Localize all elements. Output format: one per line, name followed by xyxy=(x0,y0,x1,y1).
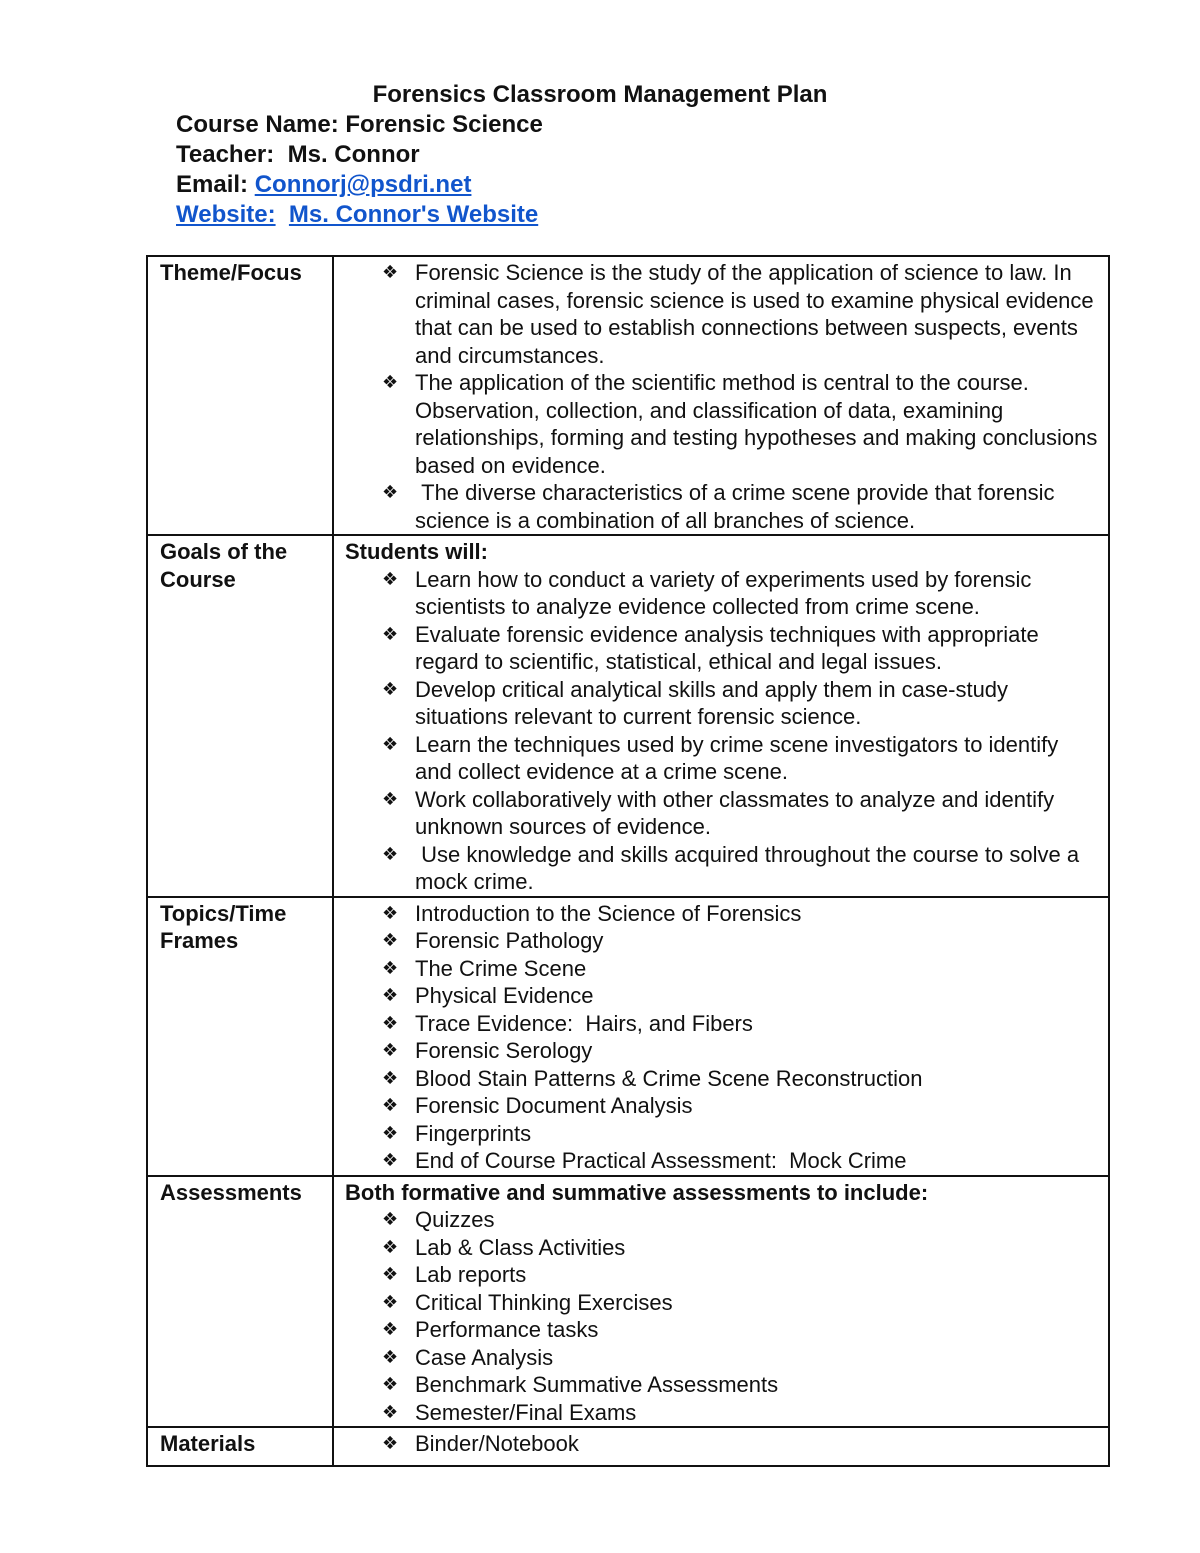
email-label: Email: xyxy=(176,171,249,198)
diamond-bullet-icon: ❖ xyxy=(382,678,399,699)
list-item-text: Semester/Final Exams xyxy=(415,1399,637,1425)
row-label: Theme/Focus xyxy=(147,256,333,535)
list-item-text: Case Analysis xyxy=(415,1344,554,1370)
bullet-list xyxy=(344,1430,1100,1458)
diamond-bullet-icon: ❖ xyxy=(382,902,399,923)
list-item-text: End of Course Practical Assessment: Mock Crime xyxy=(415,1148,907,1173)
list-item-text: The Crime Scene xyxy=(415,955,587,981)
table-row-goals xyxy=(147,535,1109,897)
list-item-text: Performance tasks xyxy=(415,1317,599,1342)
row-label: Materials xyxy=(147,1427,333,1466)
diamond-bullet-icon: ❖ xyxy=(382,1095,399,1115)
diamond-bullet-icon: ❖ xyxy=(382,1264,399,1284)
list-item-text: Learn how to conduct a variety of experiments used by forensic scientists to analyze evidence collected from crime scene. xyxy=(415,566,1032,619)
teacher-value: Ms. Connor xyxy=(287,141,420,168)
list-item-text: Physical Evidence xyxy=(415,983,594,1008)
website-label[interactable]: Website: xyxy=(176,201,276,228)
course-name-label: Course Name: xyxy=(176,111,339,138)
diamond-bullet-icon: ❖ xyxy=(382,1236,399,1257)
list-item-text: Blood Stain Patterns & Crime Scene Reconstruction xyxy=(415,1065,923,1091)
list-item-text: Forensic Serology xyxy=(415,1038,593,1063)
diamond-bullet-icon: ❖ xyxy=(382,568,399,589)
diamond-bullet-icon: ❖ xyxy=(382,788,399,809)
diamond-bullet-icon: ❖ xyxy=(382,372,399,392)
list-item xyxy=(344,900,1100,928)
list-item-text: Use knowledge and skills acquired throughout the course to solve a mock crime. xyxy=(415,841,1086,894)
row-content xyxy=(333,1176,1109,1428)
diamond-bullet-icon: ❖ xyxy=(382,985,399,1005)
bullet-list xyxy=(344,259,1100,534)
diamond-bullet-icon: ❖ xyxy=(382,1150,399,1170)
list-item-text: Trace Evidence: Hairs, and Fibers xyxy=(415,1010,753,1036)
table-row-materials xyxy=(147,1427,1109,1466)
diamond-bullet-icon: ❖ xyxy=(382,262,399,282)
list-item xyxy=(344,676,1100,731)
list-item xyxy=(344,1371,1100,1399)
list-item xyxy=(344,1010,1100,1038)
list-item xyxy=(344,982,1100,1010)
row-content xyxy=(333,1427,1109,1466)
list-item xyxy=(344,1289,1100,1317)
list-item-text: Benchmark Summative Assessments xyxy=(415,1372,779,1397)
diamond-bullet-icon: ❖ xyxy=(382,1319,399,1339)
diamond-bullet-icon: ❖ xyxy=(382,957,399,978)
row-label: Goals of the Course xyxy=(147,535,333,897)
list-item-text: Lab reports xyxy=(415,1262,527,1287)
diamond-bullet-icon: ❖ xyxy=(382,1040,399,1060)
diamond-bullet-icon: ❖ xyxy=(382,733,399,754)
diamond-bullet-icon: ❖ xyxy=(382,843,399,864)
diamond-bullet-icon: ❖ xyxy=(382,1122,399,1143)
diamond-bullet-icon: ❖ xyxy=(382,1374,399,1394)
list-item-text: Lab & Class Activities xyxy=(415,1234,626,1260)
row-intro: Both formative and summative assessments to include: xyxy=(345,1179,929,1205)
table-row-assessments xyxy=(147,1176,1109,1428)
course-name-line xyxy=(176,110,543,140)
list-item xyxy=(344,479,1100,534)
list-item xyxy=(344,1206,1100,1234)
table-row-theme-focus xyxy=(147,256,1109,535)
list-item xyxy=(344,566,1100,621)
list-item xyxy=(344,955,1100,983)
list-item xyxy=(344,786,1100,841)
diamond-bullet-icon: ❖ xyxy=(382,1067,399,1088)
list-item xyxy=(344,1399,1100,1427)
diamond-bullet-icon: ❖ xyxy=(382,1291,399,1312)
course-name-value: Forensic Science xyxy=(345,111,543,138)
teacher-line xyxy=(176,140,543,170)
list-item-text: Introduction to the Science of Forensics xyxy=(415,900,802,926)
list-item-text: Work collaboratively with other classmates to analyze and identify unknown sources of evidence. xyxy=(415,786,1055,839)
diamond-bullet-icon: ❖ xyxy=(382,1401,399,1422)
list-item xyxy=(344,731,1100,786)
list-item-text: Quizzes xyxy=(415,1207,495,1232)
list-item xyxy=(344,841,1100,896)
list-item xyxy=(344,1261,1100,1289)
list-item-text: The application of the scientific method is central to the course. Observation, collection, and classification of data, examining relationships, forming and testing hypotheses and making conclusions based on evidence. xyxy=(415,370,1098,478)
list-item-text: Forensic Science is the study of the application of science to law. In criminal cases, forensic science is used to examine physical evidence that can be used to establish connections between suspects, events and circumstances. xyxy=(415,260,1094,368)
list-item xyxy=(344,369,1100,479)
list-item xyxy=(344,1234,1100,1262)
list-item-text: Fingerprints xyxy=(415,1120,532,1146)
diamond-bullet-icon: ❖ xyxy=(382,1209,399,1229)
diamond-bullet-icon: ❖ xyxy=(382,482,399,502)
diamond-bullet-icon: ❖ xyxy=(382,930,399,950)
list-item-text: Forensic Document Analysis xyxy=(415,1093,693,1118)
list-item xyxy=(344,621,1100,676)
email-line xyxy=(176,170,543,200)
website-link[interactable]: Ms. Connor's Website xyxy=(288,201,539,228)
teacher-label: Teacher: xyxy=(176,141,275,168)
list-item xyxy=(344,1065,1100,1093)
diamond-bullet-icon: ❖ xyxy=(382,623,399,644)
list-item xyxy=(344,1037,1100,1065)
row-label: Assessments xyxy=(147,1176,333,1428)
page-title: Forensics Classroom Management Plan xyxy=(372,81,828,108)
row-content xyxy=(333,535,1109,897)
row-content xyxy=(333,897,1109,1176)
list-item-text: Forensic Pathology xyxy=(415,928,604,953)
list-item-text: Develop critical analytical skills and apply them in case-study situations relevant to current forensic science. xyxy=(415,676,1009,729)
list-item xyxy=(344,1344,1100,1372)
diamond-bullet-icon: ❖ xyxy=(382,1433,399,1453)
list-item-text: Binder/Notebook xyxy=(415,1431,579,1456)
list-item-text: Evaluate forensic evidence analysis techniques with appropriate regard to scientific, statistical, ethical and legal issues. xyxy=(415,621,1039,674)
diamond-bullet-icon: ❖ xyxy=(382,1346,399,1367)
diamond-bullet-icon: ❖ xyxy=(382,1012,399,1033)
course-header xyxy=(176,110,543,230)
list-item-text: The diverse characteristics of a crime scene provide that forensic science is a combination of all branches of science. xyxy=(415,480,1061,533)
bullet-list xyxy=(344,1206,1100,1426)
row-content xyxy=(333,256,1109,535)
plan-table xyxy=(146,255,1110,1467)
row-label: Topics/Time Frames xyxy=(147,897,333,1176)
list-item xyxy=(344,1092,1100,1120)
list-item xyxy=(344,259,1100,369)
list-item xyxy=(344,1147,1100,1175)
list-item-text: Learn the techniques used by crime scene investigators to identify and collect evidence at a crime scene. xyxy=(415,731,1059,784)
row-intro: Students will: xyxy=(345,539,488,564)
bullet-list xyxy=(344,566,1100,896)
website-line xyxy=(176,200,543,230)
bullet-list xyxy=(344,900,1100,1175)
list-item xyxy=(344,1430,1100,1458)
table-row-topics xyxy=(147,897,1109,1176)
list-item xyxy=(344,1316,1100,1344)
list-item xyxy=(344,1120,1100,1148)
list-item xyxy=(344,927,1100,955)
email-link[interactable]: Connorj@psdri.net xyxy=(254,171,472,198)
list-item-text: Critical Thinking Exercises xyxy=(415,1289,673,1315)
